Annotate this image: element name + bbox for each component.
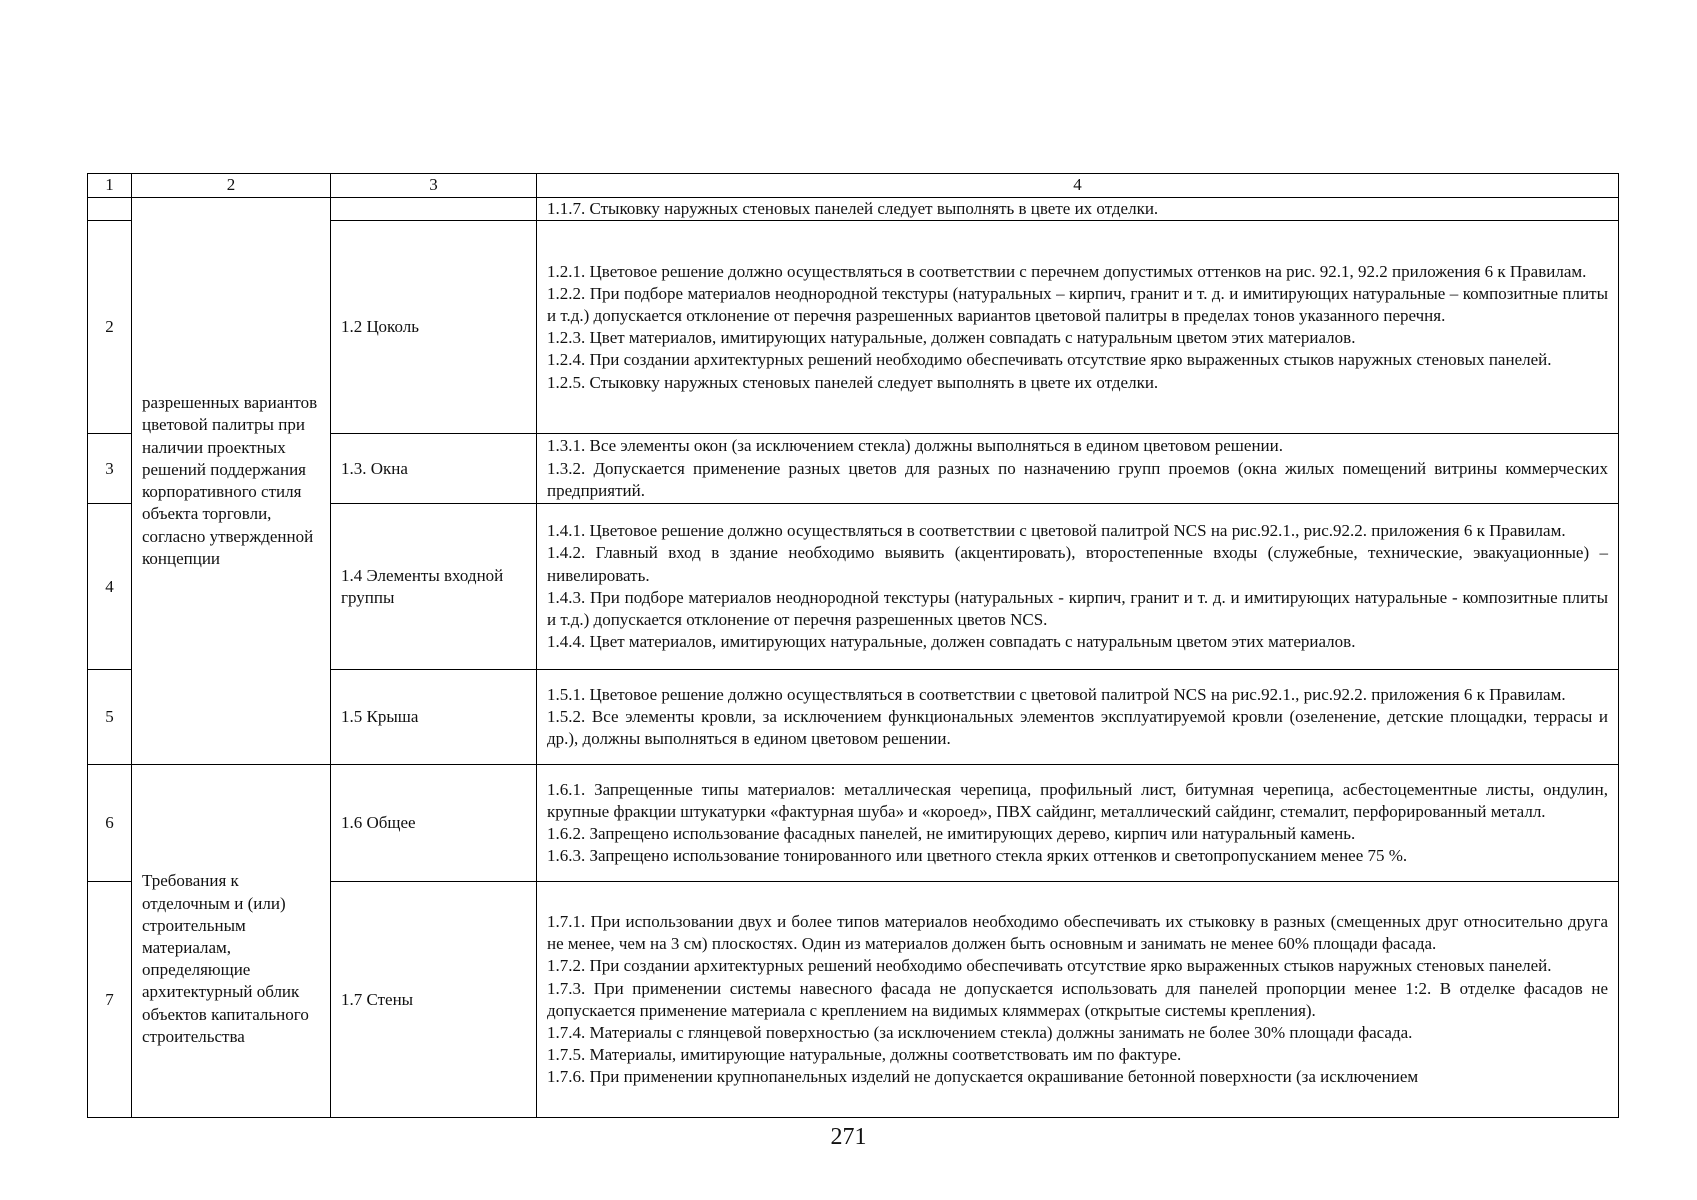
description-item: 1.5.1. Цветовое решение должно осуществляться в соответствии с цветовой палитрой NCS на рис.92.1., рис.92.2. приложения 6 к Правилам. <box>547 684 1566 704</box>
requirement-cell: разрешенных вариантов цветовой палитры при наличии проектных решений поддержания корпоративного стиля объекта торговли, согласно утвержденной концепции <box>132 198 331 765</box>
requirements-table <box>87 173 1619 1118</box>
description-item: 1.6.2. Запрещено использование фасадных панелей, не имитирующих дерево, кирпич или натуральный камень. <box>547 824 1356 844</box>
row-number: 4 <box>88 504 132 670</box>
description-item: 1.7.2. При создании архитектурных решений необходимо обеспечивать отсутствие ярко выраженных стыков наружных стеновых панелей. <box>547 956 1552 976</box>
description-item: 1.7.3. При применении системы навесного фасада не допускается использовать для панелей пропорции менее 1:2. В отделке фасадов не допускается применение материала с креплением на видимых кляммерах (открытые системы крепления). <box>547 978 1608 1020</box>
header-cell: 4 <box>537 174 1619 198</box>
description-cell <box>537 670 1619 765</box>
header-cell: 2 <box>132 174 331 198</box>
description-item: 1.3.2. Допускается применение разных цветов для разных по назначению групп проемов (окна жилых помещений витрины коммерческих предприятий. <box>547 458 1608 500</box>
description-item: 1.2.1. Цветовое решение должно осуществляться в соответствии с перечнем допустимых оттенков на рис. 92.1, 92.2 приложения 6 к Правилам. <box>547 261 1587 281</box>
element-cell: 1.5 Крыша <box>331 670 537 765</box>
description-item: 1.5.2. Все элементы кровли, за исключением функциональных элементов эксплуатируемой кровли (озеленение, детские площадки, террасы и др.), должны выполняться в едином цветовом решении. <box>547 707 1608 749</box>
description-item: 1.7.5. Материалы, имитирующие натуральные, должны соответствовать им по фактуре. <box>547 1045 1182 1065</box>
header-row <box>88 174 1619 198</box>
description-item: 1.4.1. Цветовое решение должно осуществляться в соответствии с цветовой палитрой NCS на рис.92.1., рис.92.2. приложения 6 к Правилам. <box>547 521 1566 541</box>
element-cell: 1.7 Стены <box>331 882 537 1118</box>
element-cell <box>331 198 537 221</box>
description-cell <box>537 198 1619 221</box>
description-cell <box>537 221 1619 434</box>
description-item: 1.7.4. Материалы с глянцевой поверхностью (за исключением стекла) должны занимать не более 30% площади фасада. <box>547 1022 1413 1042</box>
page-number: 271 <box>830 1124 867 1150</box>
description-cell <box>537 765 1619 882</box>
description-item: 1.4.4. Цвет материалов, имитирующих натуральные, должен совпадать с натуральным цветом этих материалов. <box>547 632 1356 652</box>
description-item: 1.4.3. При подборе материалов неоднородной текстуры (натуральных - кирпич, гранит и т. д. и имитирующих натуральные - композитные плиты и т.д.) допускается отклонение от перечня разрешенных цветов NCS. <box>547 587 1608 629</box>
description-item: 1.6.1. Запрещенные типы материалов: металлическая черепица, профильный лист, битумная черепица, асбестоцементные листы, ондулин, крупные фракции штукатурки «фактурная шуба» и «короед», ПВХ сайдинг, металлический сайдинг, стемалит, перфорированный металл. <box>547 779 1608 821</box>
description-cell <box>537 882 1619 1118</box>
table-row <box>88 765 1619 882</box>
table-row <box>88 198 1619 221</box>
element-cell: 1.4 Элементы входной группы <box>331 504 537 670</box>
requirement-cell: Требования к отделочным и (или) строительным материалам, определяющие архитектурный облик объектов капитального строительства <box>132 765 331 1118</box>
row-number: 3 <box>88 434 132 504</box>
description-item: 1.7.1. При использовании двух и более типов материалов необходимо обеспечивать их стыковку в разных (смещенных друг относительно друга не менее, чем на 3 см) плоскостях. Один из материалов должен быть основным и занимать не менее 60% площади фасада. <box>547 911 1608 954</box>
description-item: 1.2.4. При создании архитектурных решений необходимо обеспечивать отсутствие ярко выраженных стыков наружных стеновых панелей. <box>547 350 1552 370</box>
row-number: 7 <box>88 882 132 1118</box>
header-cell: 3 <box>331 174 537 198</box>
element-cell: 1.3. Окна <box>331 434 537 504</box>
description-item: 1.7.6. При применении крупнопанельных изделий не допускается окрашивание бетонной поверхности (за исключением <box>547 1067 1419 1087</box>
description-item: 1.2.3. Цвет материалов, имитирующих натуральные, должен совпадать с натуральным цветом этих материалов. <box>547 328 1356 348</box>
row-number <box>88 198 132 221</box>
description-cell <box>537 434 1619 504</box>
description-item: 1.1.7. Стыковку наружных стеновых панелей следует выполнять в цвете их отделки. <box>547 199 1159 218</box>
row-number: 5 <box>88 670 132 765</box>
description-item: 1.6.3. Запрещено использование тонированного или цветного стекла ярких оттенков и светопропусканием менее 75 %. <box>547 846 1408 866</box>
description-item: 1.2.5. Стыковку наружных стеновых панелей следует выполнять в цвете их отделки. <box>547 372 1159 392</box>
row-number: 2 <box>88 221 132 434</box>
row-number: 6 <box>88 765 132 882</box>
header-cell: 1 <box>88 174 132 198</box>
description-item: 1.2.2. При подборе материалов неоднородной текстуры (натуральных – кирпич, гранит и т. д. и имитирующих натуральные – композитные плиты и т.д.) допускается отклонение от перечня разрешенных вариантов цветовой палитры в пределах тонов указанного перечня. <box>547 283 1608 325</box>
description-cell <box>537 504 1619 670</box>
description-item: 1.4.2. Главный вход в здание необходимо выявить (акцентировать), второстепенные входы (служебные, технические, эвакуационные) – нивелировать. <box>547 543 1608 585</box>
element-cell: 1.6 Общее <box>331 765 537 882</box>
description-item: 1.3.1. Все элементы окон (за исключением стекла) должны выполняться в едином цветовом решении. <box>547 436 1283 456</box>
element-cell: 1.2 Цоколь <box>331 221 537 434</box>
